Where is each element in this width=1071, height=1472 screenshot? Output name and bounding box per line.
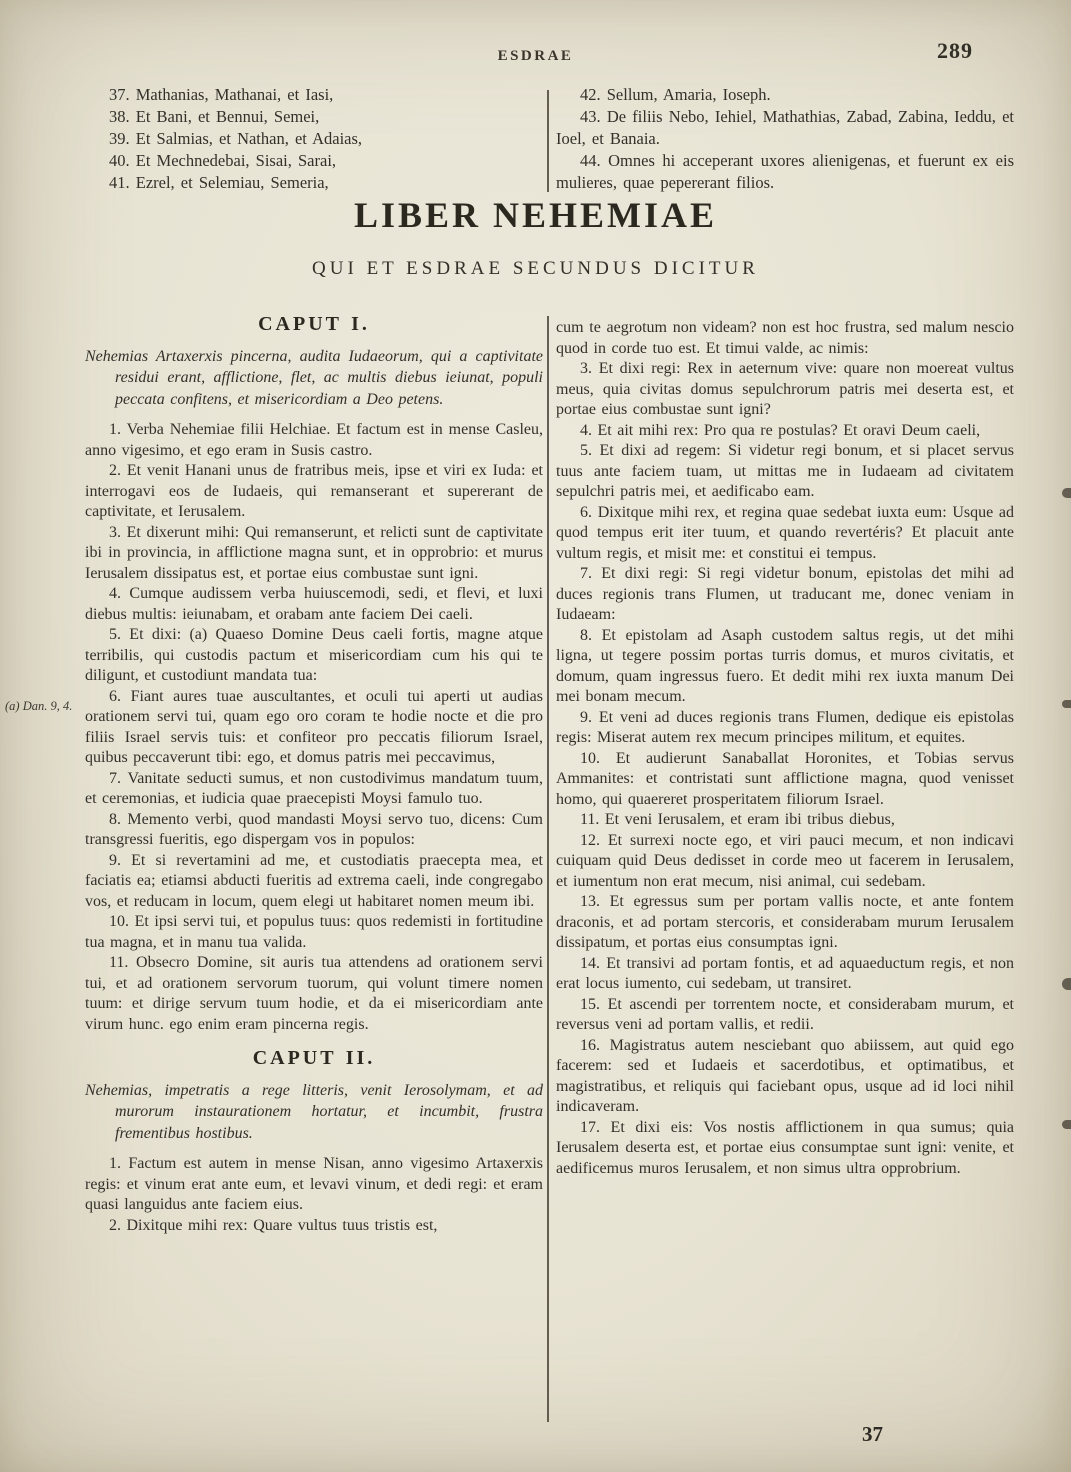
verse: 6. Fiant aures tuae auscultantes, et oculi tui aperti ut audias orationem servi tui, quam ego oro coram te hodie nocte et die pro filiis Israel servis tuis: et confiteor pro peccatis filiorum Israel, quibus peccaverunt tibi: ego, et domus patris mei peccavimus, [85,687,543,766]
verse: 10. Et ipsi servi tui, et populus tuus: quos redemisti in fortitudine tua magna, et in manu tua valida. [85,913,543,951]
verse: 7. Et dixi regi: Si regi videtur bonum, epistolas det mihi ad duces regionis trans Flumen, ut traducant me, donec veniam in Iudaeam: [556,565,1014,623]
verse: 16. Magistratus autem nesciebant quo abiissem, aut quid ego facerem: sed et Iudaeis et sacerdotibus, et optimatibus, et magistratibus, et reliquis qui faciebant opus, usque ad id loci nihil indicaveram. [556,1036,1014,1115]
verse: 12. Et surrexi nocte ego, et viri pauci mecum, et non indicavi cuiquam quid Deus dedisset in corde meo ut facerem in Ierusalem, et iumentum non erat mecum, nisi animal, cui sedebam. [556,831,1014,890]
verse: 9. Et veni ad duces regionis trans Flumen, dedique eis epistolas regis: Miserat autem rex mecum principes militum, et equites. [556,708,1014,746]
margin-note-reference: (a) Dan. 9, 4. [5,699,73,713]
esdrae-end-left-column [85,84,543,194]
verse: 6. Dixitque mihi rex, et regina quae sedebat iuxta eum: Usque ad quod tempus erit iter tuum, et quando revertéris? Et placuit ante vultum regis, et misit me: et constitui ei tempus. [556,503,1014,562]
verse: 2. Et venit Hanani unus de fratribus meis, ipse et viri ex Iuda: et interrogavi eos de Iudaeis, qui remanserant et supererant de captivitate, et Ierusalem. [85,462,543,520]
caput1-verses [85,420,543,1035]
book-subtitle: QUI ET ESDRAE SECUNDUS DICITUR [312,258,759,279]
caput2-summary: Nehemias, impetratis a rege litteris, venit Ierosolymam, et ad murorum instaurationem hortatur, et incumbit, frustra frementibus hostibus. [85,1081,543,1142]
verse: 1. Factum est autem in mense Nisan, anno vigesimo Artaxerxis regis: et vinum erat ante eum, et levavi vinum, et dedi regi: et eram quasi languidus ante faciem eius. [85,1155,543,1213]
main-right-column [556,318,1014,1179]
verse: 10. Et audierunt Sanaballat Horonites, et Tobias servus Ammanites: et contristati sunt afflictione magna, quod venisset homo, qui quaereret prosperitatem filiorum Israel. [556,749,1014,808]
caput2-verses-right [556,359,1014,1179]
page-number: 289 [937,38,973,63]
caput2-heading: CAPUT II. [252,1047,376,1069]
verse: 3. Et dixi regi: Rex in aeternum vive: quare non moereat vultus meus, quia civitas domus sepulchrorum patris mei deserta est, et portae eius combustae sunt igni? [556,360,1014,418]
verse: 44. Omnes hi acceperant uxores alienigenas, et fuerunt ex eis mulieres, quae pepererant filios. [556,151,1014,192]
page-edge-mark [1062,1120,1071,1129]
running-title: ESDRAE [497,48,574,64]
verse: 1. Verba Nehemiae filii Helchiae. Et factum est in mense Casleu, anno vigesimo, et ego eram in Susis castro. [85,421,543,459]
verse: 13. Et egressus sum per portam vallis nocte, et ante fontem draconis, et ad portam stercoris, et considerabam murum Ierusalem dissipatum, et portas eius consumptas igni. [556,893,1014,951]
verse: 8. Et epistolam ad Asaph custodem saltus regis, ut det mihi ligna, ut tegere possim portas turris domus, et muros civitatis, et domum, quam ingressus fuero. Et dedit mihi rex iuxta manum Dei mei bonam mecum. [556,626,1014,705]
verse-continuation: cum te aegrotum non videam? non est hoc frustra, sed malum nescio quod in corde tuo est. Et timui valde, ac nimis: [556,319,1014,357]
verse: 5. Et dixi: (a) Quaeso Domine Deus caeli fortis, magne atque terribilis, qui custodis pactum et misericordiam cum his qui te diligunt, et custodiunt mandata tua: [85,626,543,684]
page-edge-mark [1062,700,1071,708]
verse: 4. Cumque audissem verba huiuscemodi, sedi, et flevi, et luxi diebus multis: ieiunabam, et orabam ante faciem Dei caeli. [85,585,543,623]
verse: 37. Mathanias, Mathanai, et Iasi, [109,85,334,104]
main-left-column [85,314,543,1236]
caput2-verses-left [85,1154,543,1236]
caput1-heading: CAPUT I. [258,313,370,335]
verse: 7. Vanitate seducti sumus, et non custodivimus mandatum tuum, et ceremonias, et iudicia quae praecepisti Moysi famulo tuo. [85,769,543,807]
verse: 2. Dixitque mihi rex: Quare vultus tuus tristis est, [109,1216,438,1234]
verse: 3. Et dixerunt mihi: Qui remanserunt, et relicti sunt de captivitate ibi in provincia, in afflictione magna sunt, et in opprobrio: et murus Ierusalem dissipatus est, et portae eius combustae sunt igni. [85,523,543,582]
verse: 11. Et veni Ierusalem, et eram ibi tribus diebus, [580,811,895,828]
esdrae-end-right-column [556,84,1014,194]
verse: 14. Et transivi ad portam fontis, et ad aquaeductum regis, et non erat locus iumento, cui sedebam, ut transiret. [556,954,1014,992]
verse: 41. Ezrel, et Selemiau, Semeria, [109,173,329,192]
verse: 8. Memento verbi, quod mandasti Moysi servo tuo, dicens: Cum transgressi fueritis, ego dispergam vos in populos: [85,810,543,848]
verse: 11. Obsecro Domine, sit auris tua attendens ad orationem servi tui, et ad orationem servorum tuorum, qui volunt timere nomen tuum: et dirige servum tuum hodie, et da ei misericordiam ante virum hunc. ego enim eram pincerna regis. [85,954,543,1033]
column-divider-top [547,90,549,192]
caput1-summary: Nehemias Artaxerxis pincerna, audita Iudaeorum, qui a captivitate residui erant, afflictione, flet, ac multis diebus ieiunat, populi peccata confitens, et misericordiam a Deo petens. [85,347,543,408]
page-edge-mark [1062,488,1071,498]
verse: 38. Et Bani, et Bennui, Semei, [109,107,320,126]
column-divider-main [547,316,549,1422]
verse: 42. Sellum, Amaria, Ioseph. [580,85,771,104]
verse: 15. Et ascendi per torrentem nocte, et considerabam murum, et reversus veni ad portam vallis, et redii. [556,995,1014,1033]
verse: 5. Et dixi ad regem: Si videtur regi bonum, et si placet servus tuus ante faciem tuam, ut mittas me in Iudaeam ad civitatem sepulchri patris mei, et aedificabo eam. [556,442,1014,500]
verse: 9. Et si revertamini ad me, et custodiatis praecepta mea, et faciatis ea; etiamsi abducti fueritis ad extrema caeli, inde congregabo vos, et reducam in locum, quem elegi ut habitaret nomen meum ibi. [85,851,543,910]
page-edge-mark [1062,978,1071,990]
book-title: LIBER NEHEMIAE [353,195,718,235]
verse: 4. Et ait mihi rex: Pro qua re postulas? Et oravi Deum caeli, [580,421,981,439]
verse: 17. Et dixi eis: Vos nostis afflictionem in qua sumus; quia Ierusalem deserta est, et portae eius consumptae sunt igni: venite, et aedificemus muros Ierusalem, et non simus ultra opprobrium. [556,1118,1014,1177]
signature-number: 37 [862,1422,883,1446]
verse: 39. Et Salmias, et Nathan, et Adaias, [109,129,363,148]
verse: 43. De filiis Nebo, Iehiel, Mathathias, Zabad, Zabina, Ieddu, et Ioel, et Banaia. [556,107,1014,148]
verse: 40. Et Mechnedebai, Sisai, Sarai, [109,151,337,170]
